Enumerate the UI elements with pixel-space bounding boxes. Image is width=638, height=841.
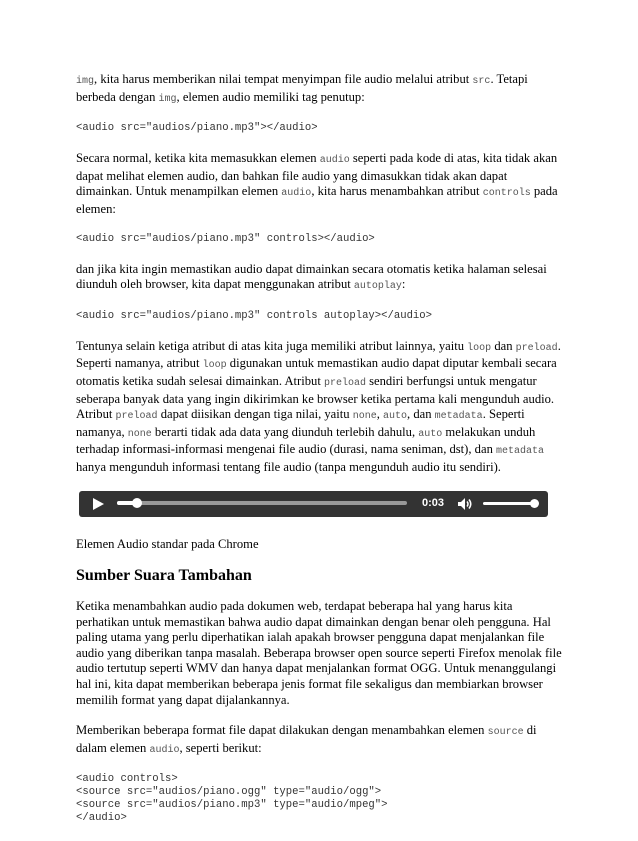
inline-code: controls [482,188,531,200]
code-line: <audio controls> [76,773,178,786]
inline-code: preload [115,411,158,423]
inline-code: none [352,411,377,423]
code-line: <source src="audios/piano.ogg" type="audio/ogg"> [76,786,382,799]
inline-code: auto [418,428,443,440]
inline-code: loop [202,360,227,372]
code-block: <audio src="audios/piano.mp3"></audio> [76,122,318,135]
code-block: <audio src="audios/piano.mp3" controls></audio> [76,232,375,245]
document-page [76,72,566,841]
inline-code: preload [515,342,558,354]
figure-caption: Elemen Audio standar pada Chrome [76,536,259,551]
volume-slider[interactable] [483,502,537,505]
paragraph-loop-preload: Tentunya selain ketiga atribut di atas kita juga memiliki atribut lainnya, yaitu loop dan preload. Seperti namanya, atribut loop digunakan untuk memastikan audio dapat diputar kembali secara otomatis ketika sudah selesai dimainkan. Atribut preload sendiri berfungsi untuk mengatur seberapa banyak data yang ingin dikirimkan ke browser ketika pertama kali mengunduh audio. Atribut preload dapat diisikan dengan tiga nilai, yaitu none, auto, dan metadata. Seperti namanya, none berarti tidak ada data yang diunduh terlebih dahulu, auto melakukan unduh terhadap informasi-informasi mengenai file audio (durasi, nama seniman, dst), dan metadata hanya mengunduh informasi tentang file audio (tanpa mengunduh audio itu sendiri). [76,338,561,474]
inline-code: auto [383,411,408,423]
inline-code: autoplay [353,281,402,293]
inline-code: img [158,93,177,105]
inline-code: audio [319,155,350,167]
volume-handle[interactable] [530,499,539,508]
paragraph-img-src: img, kita harus memberikan nilai tempat menyimpan file audio melalui atribut src. Tetapi berbeda dengan img, elemen audio memiliki tag penutup: [76,72,528,105]
inline-code: src [472,76,491,87]
code-line: </audio> [76,812,127,825]
section-heading: Sumber Suara Tambahan [76,567,252,585]
inline-code: audio [281,188,312,200]
seek-handle[interactable] [132,498,142,508]
paragraph-controls: Secara normal, ketika kita memasukkan elemen audio seperti pada kode di atas, kita tidak akan dapat melihat elemen audio, dan bahkan file audio yang dimasukkan tidak akan dapat dimainkan. Untuk menampilkan elemen audio, kita harus menambahkan atribut controls pada elemen: [76,151,558,216]
paragraph-browser-support: Ketika menambahkan audio pada dokumen web, terdapat beberapa hal yang harus kita perhatikan untuk memastikan bahwa audio dapat dimainkan dengan benar oleh pengguna. Hal paling utama yang perlu diperhatikan ialah apakah browser pengguna dapat menjalankan file audio yang diberikan tanpa masalah. Beberapa browser open source seperti Firefox menolak file audio tertutup seperti WMV dan hanya dapat menjalankan format OGG. Untuk menanggulangi hal ini, kita dapat memberikan beberapa jenis format file sekaligus dan membiarkan browser memilih format yang dapat dijalankannya. [76,599,562,707]
play-icon[interactable] [93,498,104,510]
inline-code: preload [323,377,366,389]
paragraph-autoplay: dan jika kita ingin memastikan audio dapat dimainkan secara otomatis ketika halaman selesai diunduh oleh browser, kita dapat menggunakan atribut autoplay: [76,261,547,293]
inline-code: img [76,76,95,87]
code-block [76,773,566,825]
current-time: 0:03 [422,496,445,509]
code-line: <source src="audios/piano.mp3" type="audio/mpeg"> [76,799,388,812]
code-block: <audio src="audios/piano.mp3" controls autoplay></audio> [76,309,433,322]
inline-code: audio [149,744,180,756]
inline-code: none [127,428,152,440]
inline-code: metadata [496,446,545,458]
volume-icon[interactable] [457,497,473,511]
seek-slider[interactable] [117,501,407,505]
inline-code: metadata [434,411,483,423]
audio-player [79,491,548,517]
inline-code: source [487,727,524,739]
inline-code: loop [467,342,492,354]
paragraph-source-element: Memberikan beberapa format file dapat dilakukan dengan menambahkan elemen source di dalam elemen audio, seperti berikut: [76,723,537,756]
